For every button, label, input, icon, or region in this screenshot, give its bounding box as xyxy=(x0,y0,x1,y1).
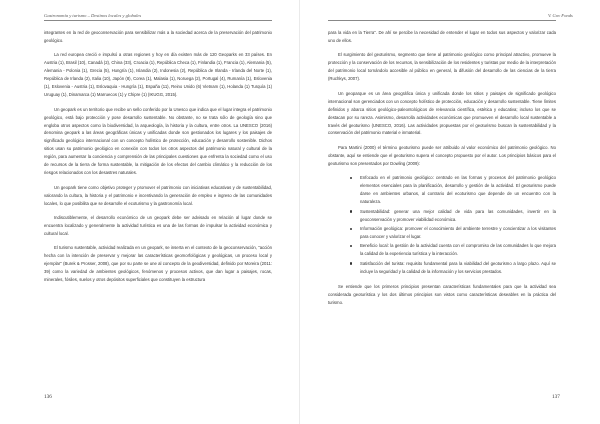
right-page-body xyxy=(328,29,556,313)
page-number-right: 137 xyxy=(552,394,560,400)
list-item-text: Satisfacción del turista: requisito fundamental para la viabilidad del geoturismo a largo plazo. Aquí se incluye la seguridad y la calidad de la información y los servicios prestados. xyxy=(360,260,556,274)
paragraph: El turismo sustentable, actividad realizada en un geopark, se inserta en el contexto de la geoconservación, "acción hecha con la intención de preservar y mejorar las características geomorfológicas y geológicas, un proceso local y ejemplar" (Burek & Prosser, 2008), que por su parte se une al concepto de la geodiversidad, definido por Moreira (2011: 39) como la variedad de ambientes geológicos, fenómenos y procesos activos, que dan lugar a paisajes, rocas, minerales, fósiles, suelos y otros depósitos superficiales que constituyen la estructura xyxy=(44,245,272,283)
header-rule-left xyxy=(44,20,272,21)
paragraph: La red europea creció e impulsó a otras regiones y hoy en día existen más de 120 Geoparks en 33 países. En Austria (1), Brasil (10), Canadá (2), China (33), Croacia (1), República Checa (1), Finlandia (1), Francia (1), Alemania (5), Alemania - Polonia (1), Grecia (5), Hungría (1), Islandia (2), Indonesia (2), República de Irlanda - Irlanda del Norte (1), República de Irlanda (2), Italia (10), Japón (8), Corea (1), Malasia (1), Noruega (2), Portugal (4), Rumanía (1), Eslovenia (1), Eslovenia - Austria (1), Eslovaquia - Hungría (1), España (11), Reino Unido (6) Vietnam (1), Holanda (1) Turquía (1) Uruguay (1), Dinamarca (1) Marruecos (1) y Chipre (1) (IKUGG, 2015). xyxy=(44,52,272,98)
running-header-right: V. Gov Fonds xyxy=(548,13,573,18)
bullet-icon xyxy=(350,245,352,247)
list-item-text: Beneficio local: la gestión de la actividad cuenta con el compromiso de las comunidades lo que mejora la calidad de la experiencia turística y la interacción. xyxy=(360,243,556,257)
bullet-icon xyxy=(350,228,352,230)
paragraph: Se entiende que los primeros principios presentan características fundamentales para que la actividad sea considerada geoturística y los dos últimos principios son vistos como características deseables en la práctica del turismo. xyxy=(328,283,556,305)
paragraph: Un geoparque es un área geográfica única y unificada donde los sitios y paisajes de significado geológico internacional son gerenciados con un concepto holístico de protección, educación y desarrollo sustentable. Tiene límites definidos y abarca sitios geológico-paleontológicos de relevancia científica, estética y educativa; incluso los que se destacan por su rareza. Asimismo, desarrolla actividades económicas que promueven el desarrollo local sustentable a través del geoturismo (UNESCO, 2016). Las actividades propuestas por el geoturismo buscan la sustentabilidad y la conservación del patrimonio material e inmaterial. xyxy=(328,90,556,136)
right-page xyxy=(300,0,600,424)
paragraph: integrantes en la red de geoconservación para sensibilizar más a la sociedad acerca de la preservación del patrimonio geológico. xyxy=(44,30,272,43)
list-item-text: Información geológica: promover el conocimiento del ambiente terrestre y concientizar a los visitantes para conocer y valorizar el lugar. xyxy=(360,226,556,239)
bullet-icon xyxy=(350,177,352,179)
paragraph: El surgimiento del geoturismo, segmento que tiene al patrimonio geológico como principal atractivo, promueve la protección y la conservación de los recursos, la sensibilización de los residentes y turistas por medio de la interpretación del patrimonio local tornándolo accesible al público en general, la difusión del desarrollo de las ciencias de la tierra (Ruchkys, 2007). xyxy=(328,52,556,82)
paragraph: para la vida en la Tierra". De ahí se percibe la necesidad de entender el lugar en todos sus aspectos y valorizar cada uno de ellos. xyxy=(328,30,556,43)
paragraph: Para Martini (2000) el término geoturismo puede ser atribuido al valor económico del patrimonio geológico. No obstante, aquí se entiende que el geoturismo supera el concepto propuesto por el autor. Los principios básicos para el geoturismo son presentados por Dowling (2009): xyxy=(328,144,556,166)
list-item xyxy=(360,174,556,206)
list-item xyxy=(360,208,556,224)
paragraph: Indiscutiblemente, el desarrollo económico de un geopark debe ser advisado en relación al lugar donde se encuentra localizado y generalmente la actividad turística es una de las formas de impulsar la actividad económica y cultural local. xyxy=(44,215,272,236)
paragraph: Un geopark es un territorio que recibe un sello conferido por la Unesco que indica que el lugar integra el patrimonio geológico, está bajo protección y pose desarrollo sustentable. No obstante, no se trata sólo de geología sino que engloba otros aspectos como la biodiversidad, la arqueología, la historia y la cultura, entre otros. La UNESCO (2016) denomina geopark a las áreas geográficas únicas y unificadas donde son gestionados los lugares y los paisajes de significado geológico internacional con un concepto holístico de protección, educación y desarrollo sostenible. Dichos sitios usan su patrimonio geológico en conexión con todos los otros aspectos del patrimonio natural y cultural de la región, para aumentar la conciencia y comprensión de las principales cuestiones que enfrenta la sociedad como el uso de recursos de la tierra de forma sustentable, la mitigación de los efectos del cambio climático y la reducción de los riesgos relacionados con los desastres naturales. xyxy=(44,106,272,176)
list-item-text: Sustentabilidad: generar una mejor calidad de vida para las comunidades, invertir en la geoconservación y promover viabilidad económica. xyxy=(360,208,556,222)
list-item xyxy=(360,225,556,241)
header-rule-right xyxy=(328,20,556,21)
list-item xyxy=(360,242,556,258)
list-item xyxy=(360,260,556,276)
left-page-body xyxy=(44,29,272,291)
bullet-icon xyxy=(350,210,352,212)
running-header-left: Gastronomía y turismo – Destinos locales y globales xyxy=(44,13,142,18)
principles-list xyxy=(328,174,556,275)
paragraph: Un geopark tiene como objetivo proteger y promover el patrimonio con iniciativas educativas y de sustentabilidad, valorando la cultura, la historia y el patrimonio e incentivando la generación de empleo e ingreso de las comunidades locales, lo que posibilita que se desarrolle el ecoturismo y la gastronomía local. xyxy=(44,184,272,206)
bullet-icon xyxy=(350,262,352,264)
list-item-text: Enfocado en el patrimonio geológico: centrado en las formas y procesos del patrimonio geológico elementos esenciales para la planificación, desarrollo y gestión de la actividad. El geoturismo puede darse en ambientes urbanos, al contrario del ecoturismo que depende de un encuentro con la naturaleza. xyxy=(360,175,556,205)
page-number-left: 136 xyxy=(44,394,52,400)
